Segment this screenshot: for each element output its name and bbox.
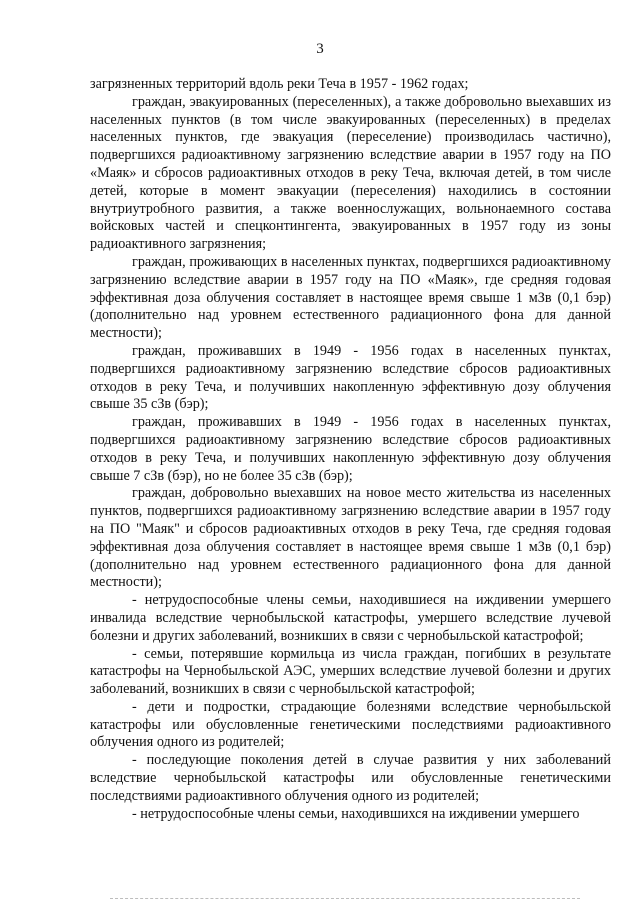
paragraph-residents-dose-7-to-35: граждан, проживавших в 1949 - 1956 годах в населенных пунктах, подвергшихся радиоактивному загрязнению вследствие сбросов радиоактивных отходов в реку Теча, и получивших накопленную эффективную дозу облучения свыше 7 сЗв (бэр), но не более 35 сЗв (бэр); bbox=[90, 414, 611, 484]
paragraph-children-and-teenagers: - дети и подростки, страдающие болезнями вследствие чернобыльской катастрофы или обусловленные генетическими последствиями радиоактивного облучения одного из родителей; bbox=[90, 698, 611, 751]
paragraph-evacuated-citizens: граждан, эвакуированных (переселенных), а также добровольно выехавших из населенных пунктов (в том числе эвакуированных (переселенных) в пределах населенных пунктов, где эвакуация (переселение) производилась частично), подвергшихся радиоактивному загрязнению вследствие аварии в 1957 году на ПО «Маяк» и сбросов радиоактивных отходов в реку Теча, включая детей, в том числе детей, которые в момент эвакуации (переселения) находились в состоянии внутриутробного развития, а также военнослужащих, вольнонаемного состава войсковых частей и спецконтингента, эвакуированных в 1957 году из зоны радиоактивного загрязнения; bbox=[90, 93, 611, 253]
scan-bottom-rule bbox=[110, 898, 580, 899]
paragraph-residents-mayak-accident: граждан, проживающих в населенных пунктах, подвергшихся радиоактивному загрязнению вследствие аварии в 1957 году на ПО «Маяк», где средняя годовая эффективная доза облучения составляет в настоящее время свыше 1 мЗв (0,1 бэр) (дополнительно над уровнем естественного радиационного фона для данной местности); bbox=[90, 253, 611, 342]
paragraph-subsequent-generations: - последующие поколения детей в случае развития у них заболеваний вследствие чернобыльской катастрофы или обусловленные генетическими последствиями радиоактивного облучения одного из родителей; bbox=[90, 752, 611, 804]
document-body bbox=[90, 76, 611, 823]
paragraph-dependents-of-deceased: - нетрудоспособные члены семьи, находившихся на иждивении умершего bbox=[132, 805, 580, 822]
paragraph-voluntarily-relocated: граждан, добровольно выехавших на новое место жительства из населенных пунктов, подвергшихся радиоактивному загрязнению вследствие аварии в 1957 году на ПО "Маяк" и сбросов радиоактивных отходов в реку Теча, где средняя годовая эффективная доза облучения составляет в настоящее время свыше 1 мЗв (0,1 бэр) (дополнительно над уровнем естественного радиационного фона для данной местности); bbox=[90, 485, 611, 591]
paragraph-contaminated-territories: загрязненных территорий вдоль реки Теча в 1957 - 1962 годах; bbox=[90, 76, 469, 92]
paragraph-residents-dose-over-35: граждан, проживавших в 1949 - 1956 годах в населенных пунктах, подвергшихся радиоактивному загрязнению вследствие сбросов радиоактивных отходов в реку Теча, и получивших накопленную эффективную дозу облучения свыше 35 сЗв (бэр); bbox=[90, 342, 611, 413]
page-number: 3 bbox=[316, 41, 324, 57]
paragraph-dependents-of-disabled: - нетрудоспособные члены семьи, находившиеся на иждивении умершего инвалида вследствие чернобыльской катастрофы, умершего вследствие лучевой болезни и других заболеваний, возникших в связи с чернобыльской катастрофой; bbox=[90, 592, 611, 644]
paragraph-families-lost-breadwinner: - семьи, потерявшие кормильца из числа граждан, погибших в результате катастрофы на Чернобыльской АЭС, умерших вследствие лучевой болезни и других заболеваний, возникших в связи с чернобыльской катастрофой; bbox=[90, 645, 611, 698]
